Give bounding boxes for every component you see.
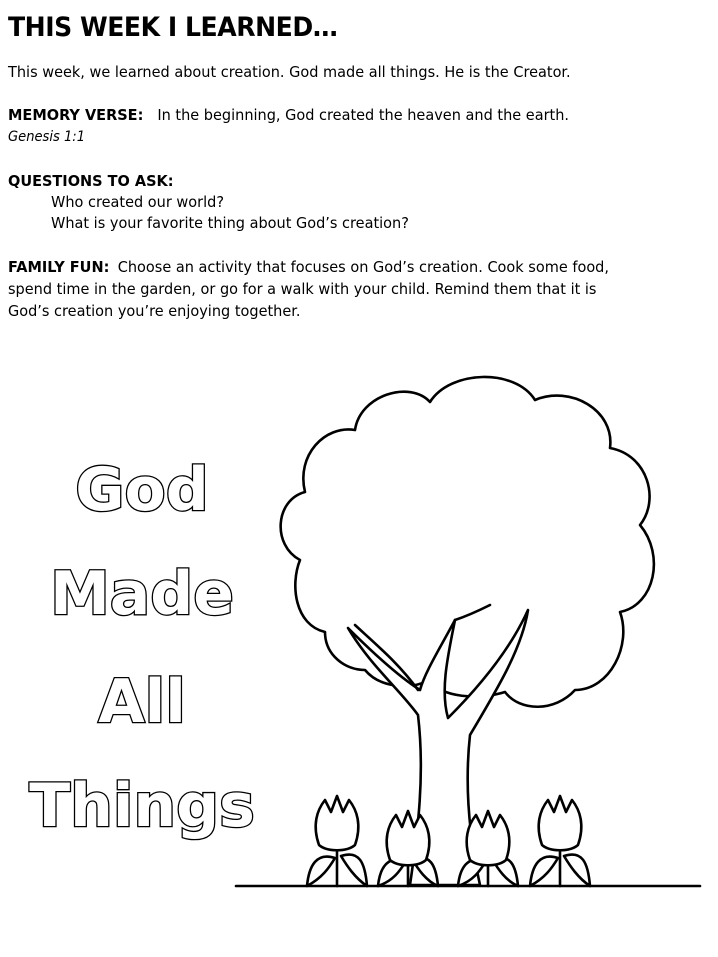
memory-verse-label: MEMORY VERSE: [8,106,144,124]
intro-text: This week, we learned about creation. God made all things. He is the Creator. [8,63,571,81]
family-fun-label: FAMILY FUN: [8,258,110,276]
memory-verse-reference: Genesis 1:1 [8,129,86,145]
family-fun-line [8,258,609,276]
art-word-things: Things [29,771,255,841]
art-word-made: Made [50,559,234,629]
questions-label: QUESTIONS TO ASK: [8,172,174,190]
tulip-icon [307,796,367,886]
family-fun-text: God’s creation you’re enjoying together. [8,302,301,320]
tulip-icon [530,796,590,886]
art-word-god: God [75,455,209,525]
question-item: Who created our world? [51,193,225,211]
memory-verse-text: In the beginning, God created the heaven and the earth. [157,106,570,124]
question-item: What is your favorite thing about God’s creation? [51,214,409,232]
worksheet-title: THIS WEEK I LEARNED… [8,12,338,43]
family-fun-text: spend time in the garden, or go for a walk with your child. Remind them that it is [8,280,597,298]
art-word-all: All [98,667,186,737]
coloring-illustration [0,350,718,957]
family-fun-text: Choose an activity that focuses on God’s creation. Cook some food, [117,258,610,276]
memory-verse-line [8,106,569,124]
